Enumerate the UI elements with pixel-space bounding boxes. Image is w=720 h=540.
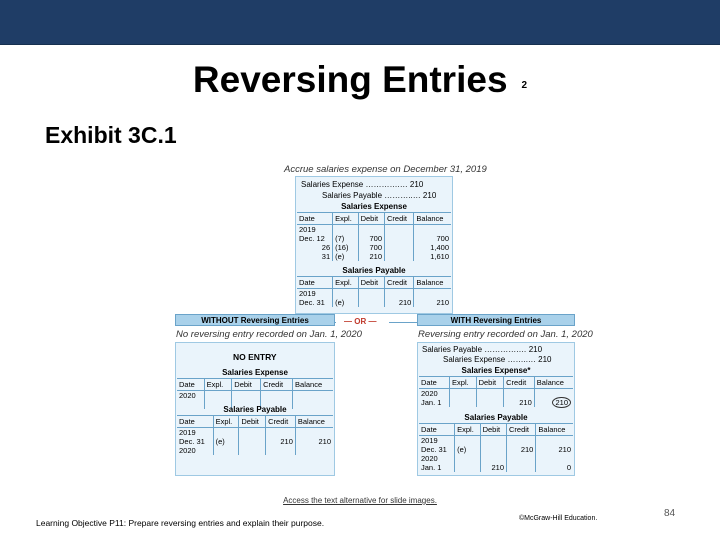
col-header: Date (177, 416, 213, 428)
col-header: Balance (414, 277, 451, 289)
table-row (297, 298, 451, 307)
cell-expl: (e) (455, 445, 480, 454)
top-expense-title: Salaries Expense (341, 202, 407, 211)
cell-debit: 210 (358, 252, 384, 261)
cell-credit: 210 (507, 445, 536, 454)
col-header: Debit (480, 424, 506, 436)
table-row (177, 428, 333, 438)
cell-debit (358, 298, 384, 307)
cell-year: 2019 (299, 289, 316, 298)
left-header: WITHOUT Reversing Entries (175, 314, 335, 326)
cell-credit: 210 (504, 398, 535, 407)
cell-expl (455, 463, 480, 472)
left-expense-title: Salaries Expense (222, 368, 288, 377)
table-header-row (297, 213, 451, 225)
learning-objective: Learning Objective P11: Prepare reversing entries and explain their purpose. (36, 518, 325, 528)
cell-expl: (e) (213, 437, 239, 446)
cell-expl: (e) (333, 298, 358, 307)
cell-expl: (e) (333, 252, 358, 261)
col-header: Debit (239, 416, 266, 428)
cell-credit: 210 (266, 437, 296, 446)
table-row (177, 446, 333, 455)
cell-date: Dec. 31 (179, 437, 205, 446)
col-header: Date (297, 277, 333, 289)
col-header: Date (297, 213, 333, 225)
left-payable-table (177, 415, 333, 455)
col-header: Expl. (450, 377, 477, 389)
table-header-row (177, 379, 333, 391)
table-row (297, 225, 451, 235)
cell-year: 2019 (299, 225, 316, 234)
cell-year: 2020 (421, 389, 438, 398)
table-row (297, 252, 451, 261)
col-header: Credit (385, 213, 414, 225)
text-alternative-link[interactable]: Access the text alternative for slide images. (283, 496, 437, 505)
cell-date: 26 (321, 243, 331, 252)
cell-balance: 210 (414, 298, 451, 307)
top-caption: Accrue salaries expense on December 31, 2019 (284, 164, 487, 175)
cell-debit (480, 445, 506, 454)
left-caption: No reversing entry recorded on Jan. 1, 2020 (176, 329, 362, 340)
col-header: Balance (414, 213, 451, 225)
cell-debit (476, 398, 504, 407)
cell-balance: 0 (536, 463, 573, 472)
cell-expl: (16) (333, 243, 358, 252)
col-header: Expl. (204, 379, 232, 391)
col-header: Expl. (455, 424, 480, 436)
cell-credit (385, 252, 414, 261)
right-entry-line2: Salaries Expense ……..… 210 (443, 355, 552, 364)
right-entry-line1: Salaries Payable ………….… 210 (422, 345, 543, 354)
table-row (177, 391, 333, 401)
right-expense-table (419, 376, 573, 407)
table-header-row (177, 416, 333, 428)
cell-balance: 1,400 (414, 243, 451, 252)
col-header: Date (419, 377, 450, 389)
cell-date: Jan. 1 (421, 398, 442, 407)
title-superscript: 2 (521, 80, 528, 91)
col-header: Expl. (333, 277, 358, 289)
top-payable-table (297, 276, 451, 307)
table-row (419, 389, 573, 399)
cell-date: 31 (321, 252, 331, 261)
cell-debit: 700 (358, 234, 384, 243)
right-expense-title: Salaries Expense* (461, 366, 531, 375)
cell-balance: 210 (536, 445, 573, 454)
top-expense-table (297, 212, 451, 261)
col-header: Credit (507, 424, 536, 436)
left-payable-title: Salaries Payable (223, 405, 287, 414)
cell-credit (385, 234, 414, 243)
table-header-row (419, 377, 573, 389)
right-header: WITH Reversing Entries (417, 314, 575, 326)
col-header: Credit (385, 277, 414, 289)
exhibit-label: Exhibit 3C.1 (45, 122, 177, 148)
table-header-row (419, 424, 573, 436)
cell-date: Jan. 1 (421, 463, 442, 472)
col-header: Balance (534, 377, 573, 389)
cell-debit: 700 (358, 243, 384, 252)
col-header: Balance (295, 416, 333, 428)
table-header-row (297, 277, 451, 289)
cell-credit (507, 463, 536, 472)
table-row (297, 234, 451, 243)
cell-balance: 700 (414, 234, 451, 243)
cell-date: Dec. 31 (299, 298, 325, 307)
col-header: Debit (358, 277, 384, 289)
top-entry-line2: Salaries Payable ………..… 210 (322, 191, 437, 200)
or-label: — OR — (344, 317, 377, 326)
top-payable-title: Salaries Payable (342, 266, 406, 275)
top-entry-line1: Salaries Expense ………….… 210 (301, 180, 424, 189)
col-header: Expl. (213, 416, 239, 428)
cell-balance: 210 (295, 437, 333, 446)
table-row (419, 454, 573, 463)
cell-expl (450, 398, 477, 407)
col-header: Date (177, 379, 204, 391)
col-header: Debit (232, 379, 261, 391)
cell-debit: 210 (480, 463, 506, 472)
col-header: Expl. (333, 213, 358, 225)
cell-credit (385, 243, 414, 252)
cell-balance: 1,610 (414, 252, 451, 261)
right-payable-title: Salaries Payable (464, 413, 528, 422)
cell-year: 2020 (179, 391, 196, 400)
right-caption: Reversing entry recorded on Jan. 1, 2020 (418, 329, 593, 340)
table-row (419, 445, 573, 454)
no-entry-label: NO ENTRY (233, 352, 277, 362)
copyright: ©McGraw-Hill Education. (519, 515, 598, 522)
cell-year: 2019 (179, 428, 196, 437)
col-header: Debit (358, 213, 384, 225)
table-row (419, 436, 573, 446)
col-header: Balance (536, 424, 573, 436)
table-row (297, 243, 451, 252)
cell-year: 2019 (421, 436, 438, 445)
cell-date: Dec. 12 (299, 234, 325, 243)
cell-year: 2020 (421, 454, 438, 463)
cell-date: Dec. 31 (421, 445, 447, 454)
cell-balance (534, 398, 573, 407)
col-header: Credit (261, 379, 293, 391)
col-header: Debit (476, 377, 504, 389)
right-payable-table (419, 423, 573, 472)
page-number: 84 (664, 508, 676, 519)
col-header: Date (419, 424, 455, 436)
col-header: Credit (504, 377, 535, 389)
table-row (419, 398, 573, 407)
cell-credit: 210 (385, 298, 414, 307)
table-row (297, 289, 451, 299)
circled-balance: 210 (552, 397, 571, 408)
col-header: Credit (266, 416, 296, 428)
table-row (419, 463, 573, 472)
cell-year: 2020 (179, 446, 196, 455)
col-header: Balance (293, 379, 333, 391)
cell-expl: (7) (333, 234, 358, 243)
table-row (177, 437, 333, 446)
cell-debit (239, 437, 266, 446)
slide-title-text: Reversing Entries (192, 59, 508, 100)
